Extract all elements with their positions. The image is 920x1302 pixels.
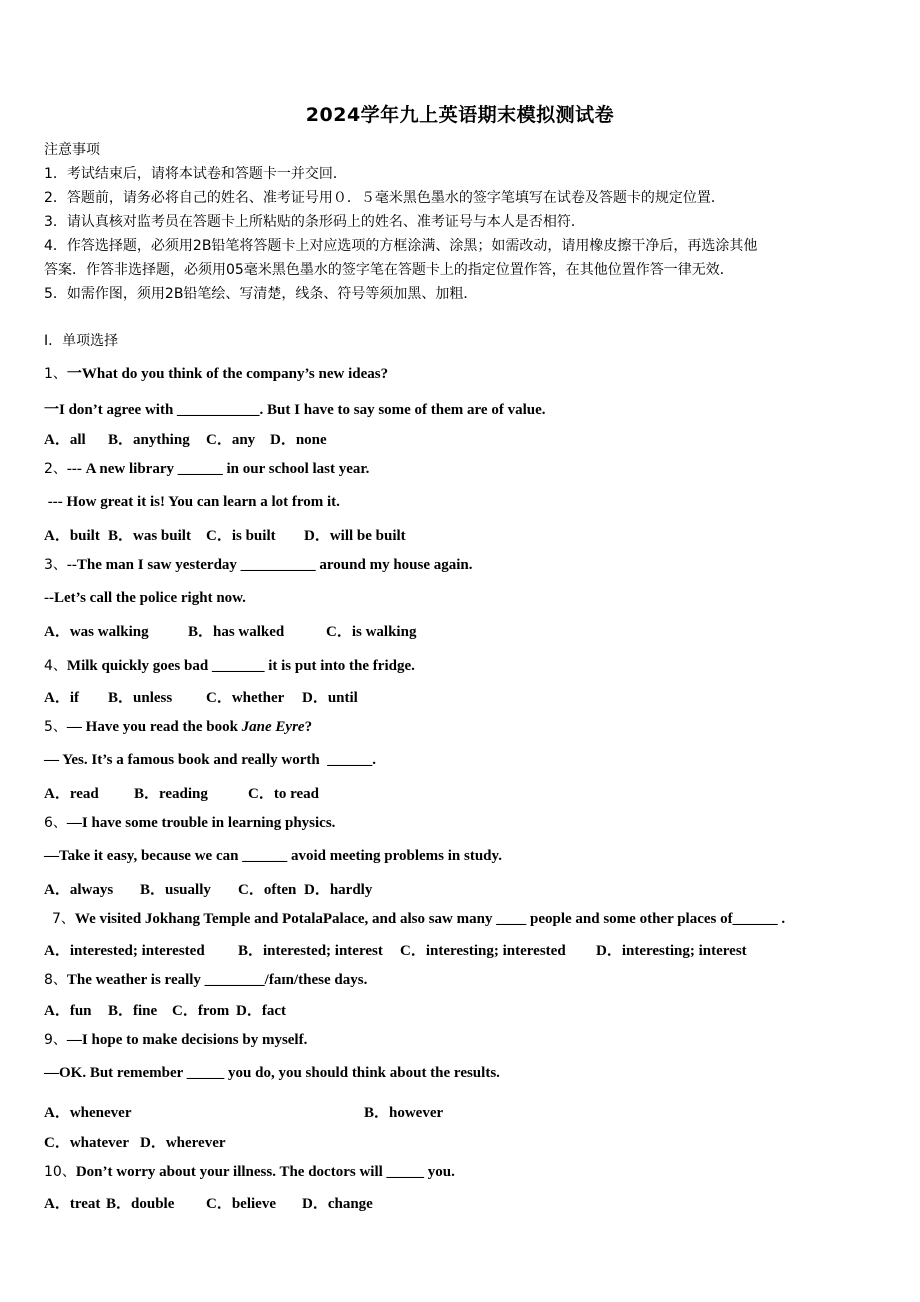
option-a[interactable]: A．always — [44, 882, 114, 898]
notice-item: 答案．作答非选择题，必须用05毫米黑色墨水的签字笔在答题卡上的指定位置作答，在其他位置作答一律无效． — [44, 262, 734, 278]
question-number: 6、 — [44, 815, 67, 831]
option-c[interactable]: C．to read — [248, 786, 319, 802]
question-text: --- A new library ______ in our school last year. — [66, 461, 370, 477]
question-number: 10、 — [44, 1164, 76, 1180]
option-c[interactable]: C．often — [238, 882, 297, 898]
option-a[interactable]: A．interested; interested — [44, 943, 205, 959]
book-title: Jane Eyre — [241, 719, 305, 735]
option-d[interactable]: D．hardly — [304, 882, 373, 898]
notice-item: 3．请认真核对监考员在答题卡上所粘贴的条形码上的姓名、准考证号与本人是否相符． — [44, 214, 585, 230]
option-d[interactable]: D．wherever — [140, 1135, 226, 1151]
option-c[interactable]: C．from — [172, 1003, 230, 1019]
question-5-stem — [44, 716, 312, 736]
page-title: 2024学年九上英语期末模拟测试卷 — [305, 104, 615, 126]
option-d[interactable]: D．none — [270, 432, 327, 448]
question-9-reply: —OK. But remember _____ you do, you should think about the results. — [44, 1065, 500, 1081]
option-a[interactable]: A．fun — [44, 1003, 92, 1019]
question-2-reply: --- How great it is! You can learn a lot from it. — [44, 494, 340, 510]
question-number: 2、 — [44, 461, 67, 477]
notice-block — [44, 138, 880, 306]
question-number: 1、 — [44, 366, 67, 382]
question-4-stem — [44, 655, 415, 675]
option-d[interactable]: D．interesting; interest — [596, 943, 747, 959]
option-c[interactable]: C．whether — [206, 690, 285, 706]
option-a[interactable]: A．if — [44, 690, 79, 706]
question-number: 9、 — [44, 1032, 67, 1048]
notice-item: 2．答题前，请务必将自己的姓名、准考证号用０．５毫米黑色墨水的签字笔填写在试卷及答题卡的规定位置． — [44, 190, 725, 206]
question-number: 7、 — [52, 911, 75, 927]
option-d[interactable]: D．will be built — [304, 528, 406, 544]
option-b[interactable]: B．anything — [108, 432, 190, 448]
option-c[interactable]: C．any — [206, 432, 256, 448]
notice-item: 1．考试结束后，请将本试卷和答题卡一并交回． — [44, 166, 347, 182]
question-text: 一What do you think of the company’s new ideas? — [66, 366, 389, 382]
question-5-reply: — Yes. It’s a famous book and really worth ______. — [44, 752, 376, 768]
question-6-stem — [44, 812, 335, 832]
option-b[interactable]: B．reading — [134, 786, 208, 802]
option-b[interactable]: B．double — [106, 1196, 175, 1212]
question-number: 4、 — [44, 658, 67, 674]
option-b[interactable]: B．fine — [108, 1003, 158, 1019]
option-d[interactable]: D．change — [302, 1196, 373, 1212]
question-9-stem — [44, 1029, 307, 1049]
option-d[interactable]: D．until — [302, 690, 358, 706]
question-text: We visited Jokhang Temple and PotalaPalace, and also saw many ____ people and some other places of______ . — [74, 911, 786, 927]
question-1-stem — [44, 362, 388, 383]
question-text-end: ? — [304, 719, 313, 735]
section-heading: Ⅰ．单项选择 — [44, 333, 119, 349]
notice-item: 4．作答选择题，必须用2B铅笔将答题卡上对应选项的方框涂满、涂黑；如需改动，请用橡皮擦干净后，再选涂其他 — [44, 238, 758, 254]
question-number: 5、 — [44, 719, 67, 735]
option-b[interactable]: B．interested; interest — [238, 943, 383, 959]
option-b[interactable]: B．has walked — [188, 624, 285, 640]
question-7-stem — [52, 908, 785, 928]
question-1-reply: 一I don’t agree with ___________. But I have to say some of them are of value. — [44, 402, 546, 418]
option-b[interactable]: B．was built — [108, 528, 191, 544]
option-c[interactable]: C．whatever — [44, 1135, 129, 1151]
question-8-stem — [44, 969, 367, 989]
question-10-stem — [44, 1161, 455, 1181]
question-number: 8、 — [44, 972, 67, 988]
option-a[interactable]: A．treat — [44, 1196, 101, 1212]
option-b[interactable]: B．unless — [108, 690, 173, 706]
question-text: —I hope to make decisions by myself. — [66, 1032, 308, 1048]
option-d[interactable]: D．fact — [236, 1003, 286, 1019]
question-text: —I have some trouble in learning physics. — [66, 815, 336, 831]
question-3-reply: --Let’s call the police right now. — [44, 590, 246, 606]
question-2-stem — [44, 458, 369, 478]
option-a[interactable]: A．read — [44, 786, 99, 802]
notice-item: 5．如需作图，须用2B铅笔绘、写清楚，线条、符号等须加黑、加粗． — [44, 286, 478, 302]
option-a[interactable]: A．whenever — [44, 1105, 132, 1121]
question-text: --The man I saw yesterday __________ around my house again. — [66, 557, 473, 573]
question-6-reply: —Take it easy, because we can ______ avoid meeting problems in study. — [44, 848, 502, 864]
question-text: Milk quickly goes bad _______ it is put into the fridge. — [66, 658, 415, 674]
notice-heading: 注意事项 — [44, 142, 100, 158]
question-number: 3、 — [44, 557, 67, 573]
question-text: The weather is really ________/faɪn/these days. — [66, 972, 368, 988]
question-text: Don’t worry about your illness. The doctors will _____ you. — [75, 1164, 455, 1180]
option-b[interactable]: B．however — [364, 1105, 444, 1121]
option-b[interactable]: B．usually — [140, 882, 211, 898]
option-c[interactable]: C．is walking — [326, 624, 417, 640]
question-3-stem — [44, 554, 473, 574]
question-text: — Have you read the book — [66, 719, 242, 735]
option-a[interactable]: A．built — [44, 528, 100, 544]
option-c[interactable]: C．interesting; interested — [400, 943, 566, 959]
option-a[interactable]: A．all — [44, 432, 86, 448]
option-c[interactable]: C．is built — [206, 528, 276, 544]
option-c[interactable]: C．believe — [206, 1196, 276, 1212]
option-a[interactable]: A．was walking — [44, 624, 149, 640]
